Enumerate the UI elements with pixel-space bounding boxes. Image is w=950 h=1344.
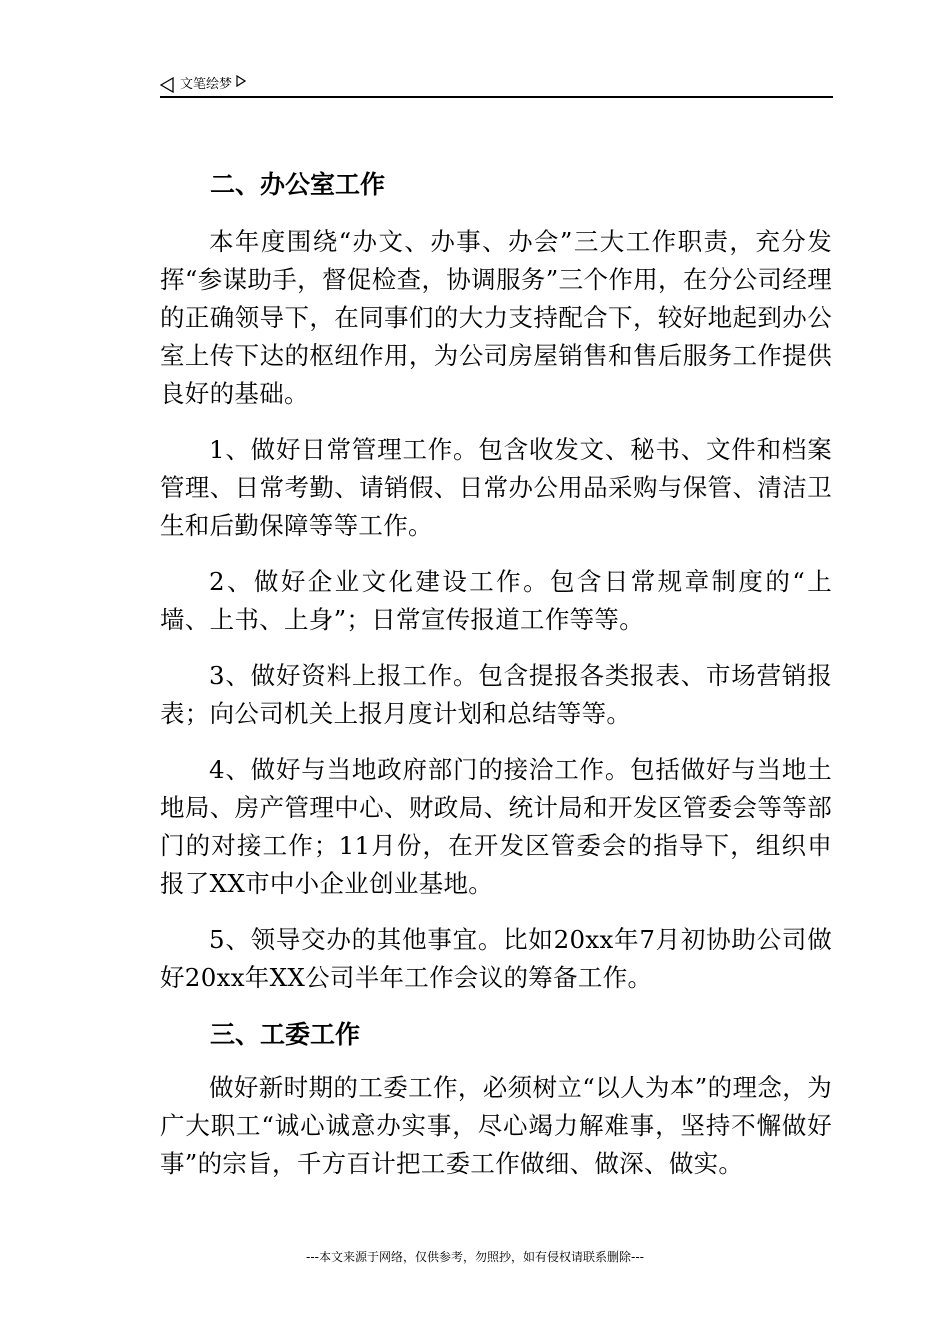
office-item-5: 5、领导交办的其他事宜。比如20xx年7月初协助公司做好20xx年XX公司半年工作会议的筹备工作。 xyxy=(160,925,832,992)
triangle-left-icon xyxy=(160,77,174,93)
triangle-right-icon xyxy=(236,75,246,87)
office-item-2: 2、做好企业文化建设工作。包含日常规章制度的“上墙、上书、上身”；日常宣传报道工作等等。 xyxy=(160,567,832,634)
office-intro-paragraph: 本年度围绕“办文、办事、办会”三大工作职责，充分发挥“参谋助手，督促检查，协调服务”三个作用，在分公司经理的正确领导下，在同事们的大力支持配合下，较好地起到办公室上传下达的枢纽作用，为公司房屋销售和售后服务工作提供良好的基础。 xyxy=(160,227,832,408)
document-body xyxy=(160,165,832,1201)
section-title-union: 三、工委工作 xyxy=(210,1020,361,1049)
union-intro-paragraph: 做好新时期的工委工作，必须树立“以人为本”的理念，为广大职工“诚心诚意办实事，尽心竭力解难事，坚持不懈做好事”的宗旨，千方百计把工委工作做细、做深、做实。 xyxy=(160,1073,832,1178)
office-item-4: 4、做好与当地政府部门的接洽工作。包括做好与当地土地局、房产管理中心、财政局、统计局和开发区管委会等等部门的对接工作；11月份，在开发区管委会的指导下，组织申报了XX市中小企业创业基地。 xyxy=(160,755,832,898)
section-title-office: 二、办公室工作 xyxy=(210,170,386,199)
office-item-3: 3、做好资料上报工作。包含提报各类报表、市场营销报表；向公司机关上报月度计划和总结等等。 xyxy=(160,661,832,728)
header-brand: 文笔绘梦 xyxy=(180,77,233,92)
office-item-1: 1、做好日常管理工作。包含收发文、秘书、文件和档案管理、日常考勤、请销假、日常办公用品采购与保管、清洁卫生和后勤保障等等工作。 xyxy=(160,435,832,540)
header-divider xyxy=(160,96,833,98)
page-header xyxy=(160,74,832,98)
footer-disclaimer: ---本文来源于网络，仅供参考，勿照抄，如有侵权请联系删除--- xyxy=(306,1250,644,1264)
